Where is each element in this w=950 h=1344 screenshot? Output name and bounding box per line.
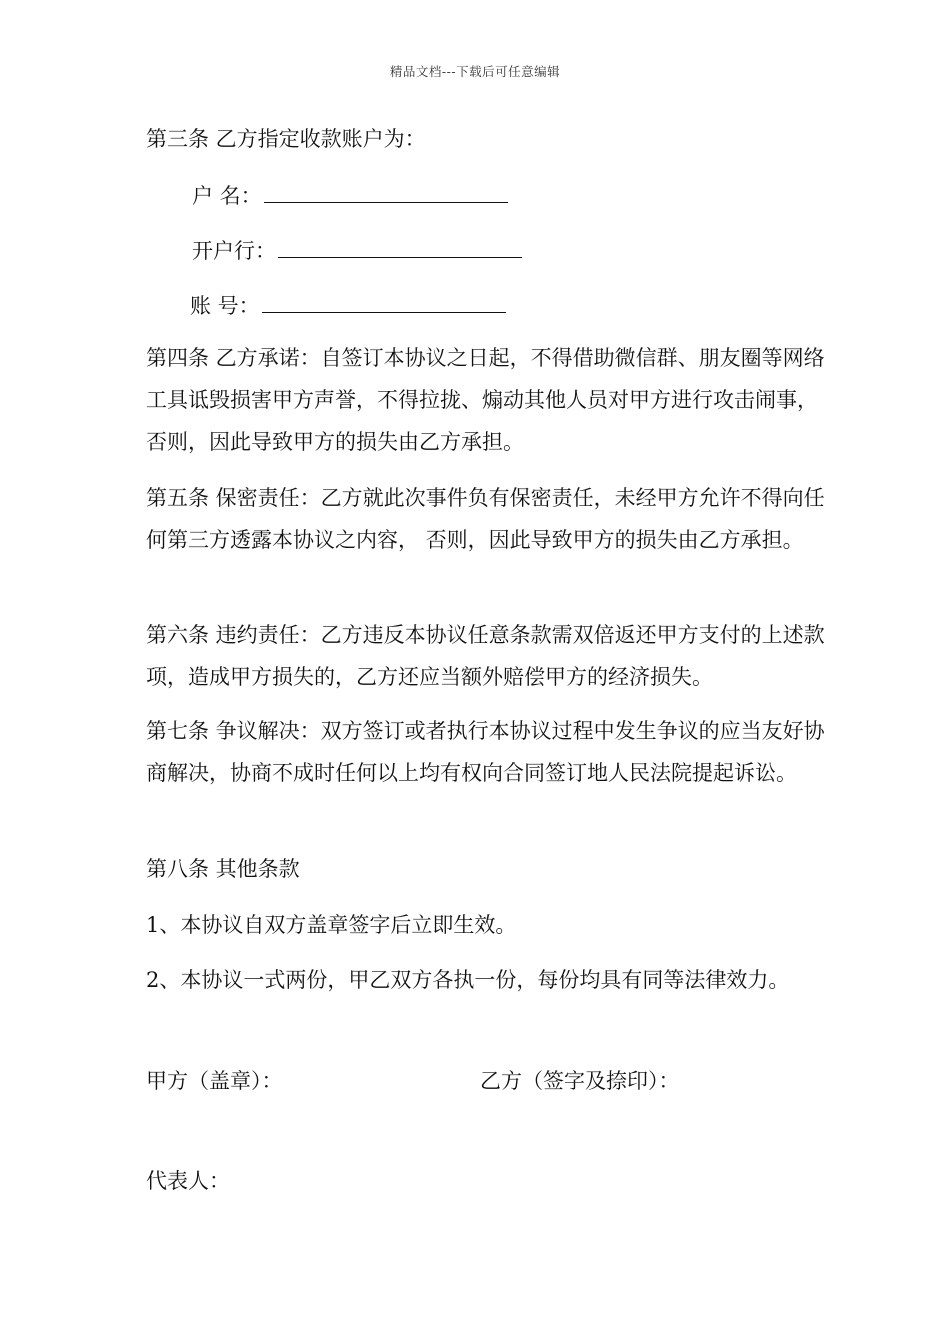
bank-row	[192, 235, 522, 266]
representative-label: 代表人：	[146, 1169, 230, 1193]
article-7: 第七条 争议解决：双方签订或者执行本协议过程中发生争议的应当友好协商解决，协商不成时任何以上均有权向合同签订地人民法院提起诉讼。	[146, 719, 825, 785]
article-8-title: 第八条 其他条款	[146, 857, 300, 881]
article-4: 第四条 乙方承诺：自签订本协议之日起，不得借助微信群、朋友圈等网络工具诋毁损害甲方声誉，不得拉拢、煽动其他人员对甲方进行攻击闹事，否则，因此导致甲方的损失由乙方承担。	[146, 346, 825, 454]
account-name-label: 户 名：	[192, 184, 262, 208]
party-a-signature: 甲方（盖章）：	[146, 1069, 283, 1093]
account-number-blank	[262, 290, 506, 313]
article-8-item-1: 1、本协议自双方盖章签字后立即生效。	[146, 913, 517, 937]
account-number-row	[190, 290, 506, 321]
article-3-title: 第三条 乙方指定收款账户为：	[146, 127, 426, 151]
account-name-blank	[264, 180, 508, 203]
party-b-signature: 乙方（签字及捺印）：	[480, 1069, 680, 1093]
article-6: 第六条 违约责任：乙方违反本协议任意条款需双倍返还甲方支付的上述款项，造成甲方损失的，乙方还应当额外赔偿甲方的经济损失。	[146, 623, 825, 689]
account-name-row	[192, 180, 508, 211]
article-8-item-2: 2、本协议一式两份，甲乙双方各执一份，每份均具有同等法律效力。	[146, 968, 790, 992]
bank-label: 开户行：	[192, 239, 276, 263]
account-number-label: 账 号：	[190, 294, 260, 318]
article-5: 第五条 保密责任：乙方就此次事件负有保密责任，未经甲方允许不得向任何第三方透露本协议之内容， 否则，因此导致甲方的损失由乙方承担。	[146, 486, 825, 552]
bank-blank	[278, 235, 522, 258]
page-header: 精品文档---下载后可任意编辑	[389, 64, 561, 79]
